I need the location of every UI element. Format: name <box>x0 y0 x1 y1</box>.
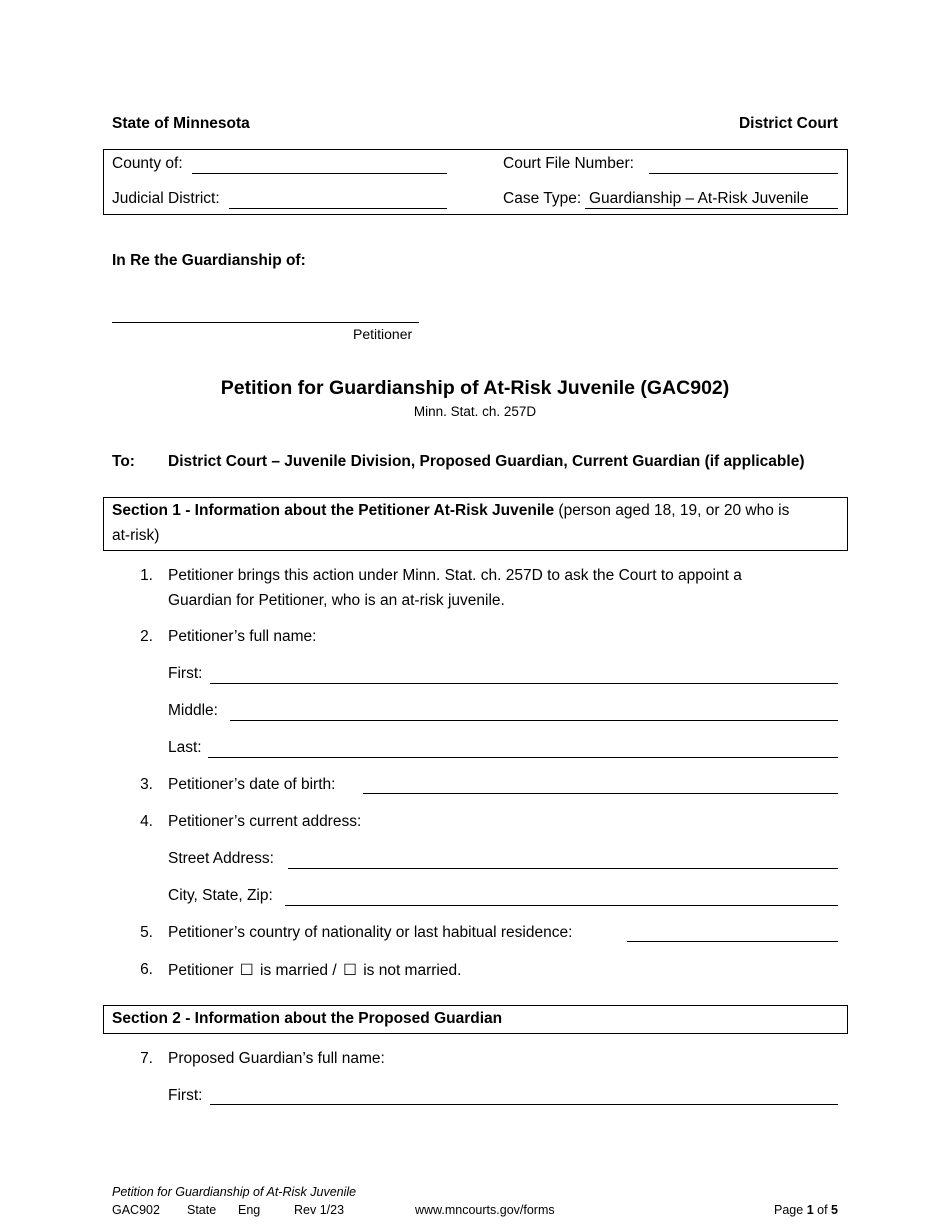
married-checkbox[interactable]: ☐ <box>239 962 254 979</box>
marital-status-row <box>168 961 461 980</box>
street-address-field[interactable] <box>288 868 838 869</box>
item-6-number: 6. <box>140 961 153 978</box>
petitioner-caption-label: Petitioner <box>353 326 413 342</box>
in-re-label: In Re the Guardianship of: <box>112 252 306 269</box>
county-field[interactable] <box>192 173 447 174</box>
first-name-label: First: <box>168 665 203 682</box>
page-indicator <box>774 1203 838 1217</box>
page-of: of <box>817 1203 828 1217</box>
footer-state: State <box>187 1203 217 1217</box>
marital-status-prefix: Petitioner <box>168 962 234 979</box>
guardian-first-name-field[interactable] <box>210 1104 838 1105</box>
item-5-text: Petitioner’s country of nationality or last habitual residence: <box>168 924 573 941</box>
footer-language: Eng <box>238 1203 261 1217</box>
item-1-line-2: Guardian for Petitioner, who is an at-risk juvenile. <box>168 592 505 609</box>
footer-title: Petition for Guardianship of At-Risk Juvenile <box>112 1185 357 1199</box>
case-type-value: Guardianship – At-Risk Juvenile <box>589 190 809 207</box>
state-label: State of Minnesota <box>112 115 250 132</box>
footer-revision: Rev 1/23 <box>294 1203 345 1217</box>
page-title: Petition for Guardianship of At-Risk Juvenile (GAC902) <box>220 377 730 399</box>
item-1-number: 1. <box>140 567 153 584</box>
court-label: District Court <box>738 115 838 132</box>
page-prefix: Page <box>774 1203 804 1217</box>
petitioner-name-field[interactable] <box>112 322 419 323</box>
judicial-district-field[interactable] <box>229 208 447 209</box>
section-1-heading-normal: (person aged 18, 19, or 20 who is <box>558 502 790 519</box>
street-address-label: Street Address: <box>168 850 274 867</box>
footer-form-code: GAC902 <box>112 1203 160 1217</box>
to-label: To: <box>112 453 135 470</box>
middle-name-field[interactable] <box>230 720 838 721</box>
item-7-number: 7. <box>140 1050 153 1067</box>
item-4-text: Petitioner’s current address: <box>168 813 362 830</box>
to-recipients: District Court – Juvenile Division, Proposed Guardian, Current Guardian (if applicable) <box>168 453 805 470</box>
item-5-number: 5. <box>140 924 153 941</box>
item-2-text: Petitioner’s full name: <box>168 628 317 645</box>
last-name-field[interactable] <box>208 757 838 758</box>
nationality-field[interactable] <box>627 941 838 942</box>
city-state-zip-label: City, State, Zip: <box>168 887 273 904</box>
judicial-district-label: Judicial District: <box>112 190 220 207</box>
county-label: County of: <box>112 155 183 172</box>
city-state-zip-field[interactable] <box>285 905 838 906</box>
guardian-first-name-label: First: <box>168 1087 203 1104</box>
item-2-number: 2. <box>140 628 153 645</box>
item-3-number: 3. <box>140 776 153 793</box>
first-name-field[interactable] <box>210 683 838 684</box>
item-7-text: Proposed Guardian’s full name: <box>168 1050 385 1067</box>
item-1-line-1: Petitioner brings this action under Minn. Stat. ch. 257D to ask the Court to appoint a <box>168 567 742 584</box>
middle-name-label: Middle: <box>168 702 218 719</box>
last-name-label: Last: <box>168 739 202 756</box>
footer-url[interactable]: www.mncourts.gov/forms <box>415 1203 555 1217</box>
case-type-underline <box>585 208 838 209</box>
section-1-heading-cont: at-risk) <box>112 527 160 544</box>
not-married-checkbox[interactable]: ☐ <box>342 962 357 979</box>
not-married-option-label: is not married. <box>363 962 462 979</box>
page-number: 1 <box>806 1203 814 1217</box>
section-1-heading-bold: Section 1 - Information about the Petitioner At-Risk Juvenile <box>112 502 555 519</box>
statute-subtitle: Minn. Stat. ch. 257D <box>413 404 537 419</box>
page-total: 5 <box>831 1203 838 1217</box>
item-3-text: Petitioner’s date of birth: <box>168 776 336 793</box>
item-4-number: 4. <box>140 813 153 830</box>
married-option-label: is married / <box>260 962 337 979</box>
court-file-number-field[interactable] <box>649 173 838 174</box>
court-file-number-label: Court File Number: <box>503 155 634 172</box>
date-of-birth-field[interactable] <box>363 793 838 794</box>
section-1-heading <box>112 502 789 520</box>
section-2-heading: Section 2 - Information about the Proposed Guardian <box>112 1010 503 1027</box>
case-type-label: Case Type: <box>503 190 582 207</box>
